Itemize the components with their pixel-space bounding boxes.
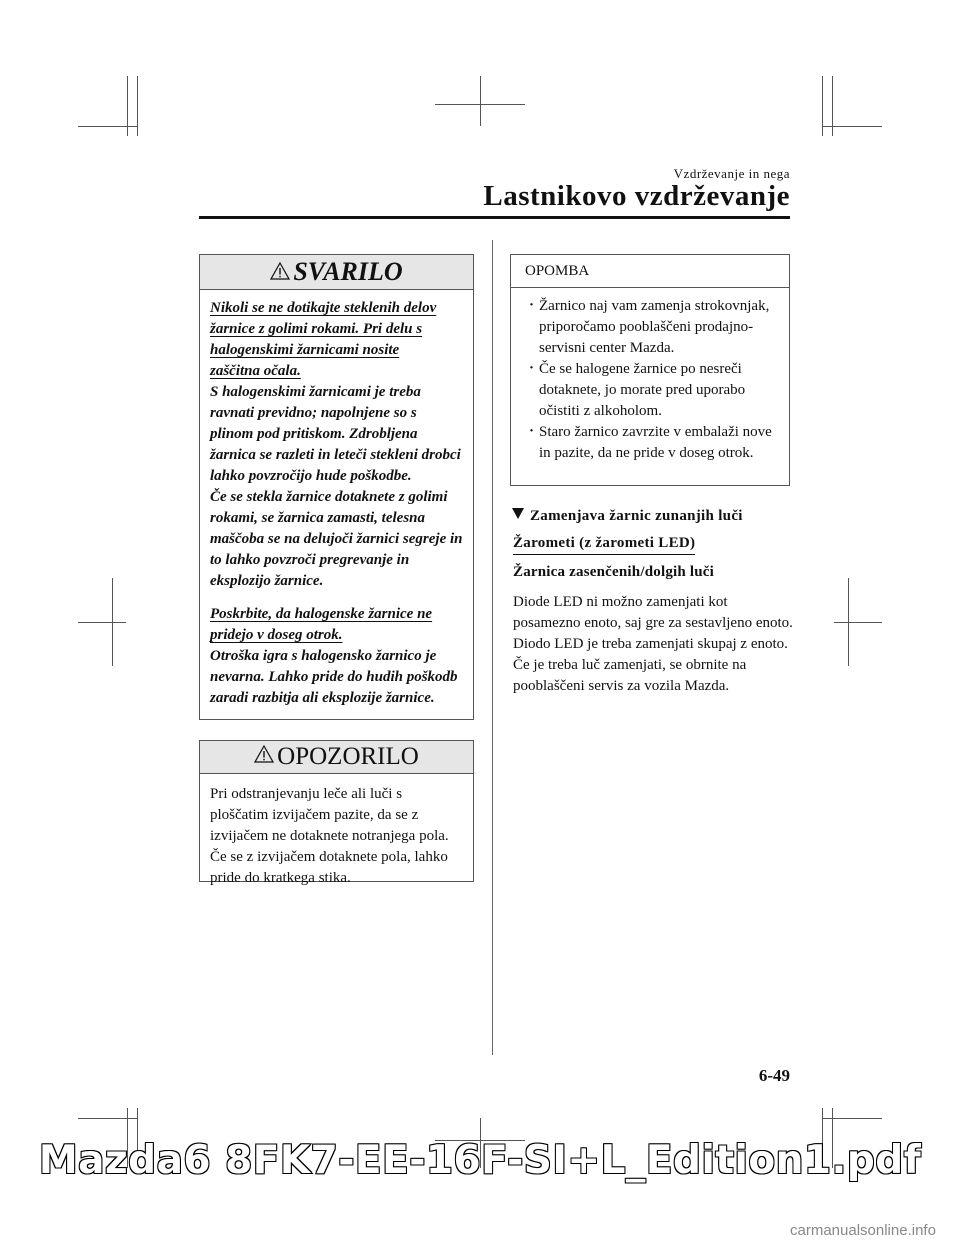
danger-line-1: Nikoli se ne dotikajte steklenih delov xyxy=(210,300,437,316)
danger-line-3: halogenskimi žarnicami nosite xyxy=(210,342,400,358)
footer-filename: Mazda6 8FK7-EE-16F-SI+L_Edition1.pdf xyxy=(38,1138,922,1183)
body-text xyxy=(513,592,793,697)
subheading: Žarometi (z žarometi LED) xyxy=(513,535,695,555)
danger-box-title: SVARILO xyxy=(293,257,403,286)
danger-line-2: žarnice z golimi rokami. Pri delu s xyxy=(210,321,423,337)
column-divider xyxy=(492,240,493,1055)
page-number: 6-49 xyxy=(758,1066,790,1085)
caution-box-header xyxy=(200,741,473,774)
note-list xyxy=(511,288,789,464)
warning-triangle-icon xyxy=(254,740,274,772)
triangle-marker-icon xyxy=(512,508,524,519)
page-title: Lastnikovo vzdrževanje xyxy=(483,180,790,212)
danger-box-header xyxy=(200,255,473,290)
danger-text-1: S halogenskimi žarnicami je treba ravnati previdno; napolnjene so s plinom pod pritiskom. Zdrobljena žarnica se razleti in leteči stekleni drobci lahko povzročijo hude poškodbe. xyxy=(210,384,461,484)
paragraph-2: Diodo LED je treba zamenjati skupaj z enoto. Če je treba luč zamenjati, se obrnite na pooblaščeni servis za vozila Mazda. xyxy=(513,636,788,694)
warning-triangle-icon xyxy=(270,255,290,289)
danger-box-body xyxy=(200,290,473,709)
footer-watermark: carmanualsonline.info xyxy=(790,1222,936,1239)
paragraph-1: Diode LED ni možno zamenjati kot posamezno enoto, saj gre za sestavljeno enoto. xyxy=(513,594,793,631)
danger-box xyxy=(199,254,474,720)
danger-line-4: zaščitna očala. xyxy=(210,363,301,379)
caution-box xyxy=(199,740,474,886)
caution-box-title: OPOZORILO xyxy=(277,743,419,770)
section-heading xyxy=(512,508,743,525)
section-heading-text: Zamenjava žarnic zunanjih luči xyxy=(530,508,743,524)
header-rule xyxy=(199,216,790,219)
note-item: · Žarnico naj vam zamenja strokovnjak, priporočamo pooblaščeni prodajno-servisni center Mazda. xyxy=(529,296,779,359)
note-box xyxy=(510,254,790,486)
note-box-title: OPOMBA xyxy=(511,255,789,288)
section-label: Vzdrževanje in nega xyxy=(673,166,790,181)
danger-line-5: Poskrbite, da halogenske žarnice ne xyxy=(210,606,433,622)
note-item: · Staro žarnico zavrzite v embalaži nove in pazite, da ne pride v doseg otrok. xyxy=(529,422,779,464)
caution-box-body: Pri odstranjevanju leče ali luči s ploščatim izvijačem pazite, da se z izvijačem ne dotaknete notranjega pola. Če se z izvijačem dotaknete pola, lahko pride do kratkega stika. xyxy=(210,786,449,886)
danger-line-6: pridejo v doseg otrok. xyxy=(210,627,343,643)
note-item: · Če se halogene žarnice po nesreči dotaknete, jo morate pred uporabo očistiti z alkoholom. xyxy=(529,359,779,422)
danger-text-3: Otroška igra s halogensko žarnico je nevarna. Lahko pride do hudih poškodb zaradi razbitja ali eksplozije žarnice. xyxy=(210,648,458,706)
danger-text-2: Če se stekla žarnice dotaknete z golimi rokami, se žarnica zamasti, telesna maščoba se na delujoči žarnici segreje in to lahko povzroči pregrevanje in eksplozijo žarnice. xyxy=(210,489,463,589)
sub-subheading: Žarnica zasenčenih/dolgih luči xyxy=(513,564,715,580)
